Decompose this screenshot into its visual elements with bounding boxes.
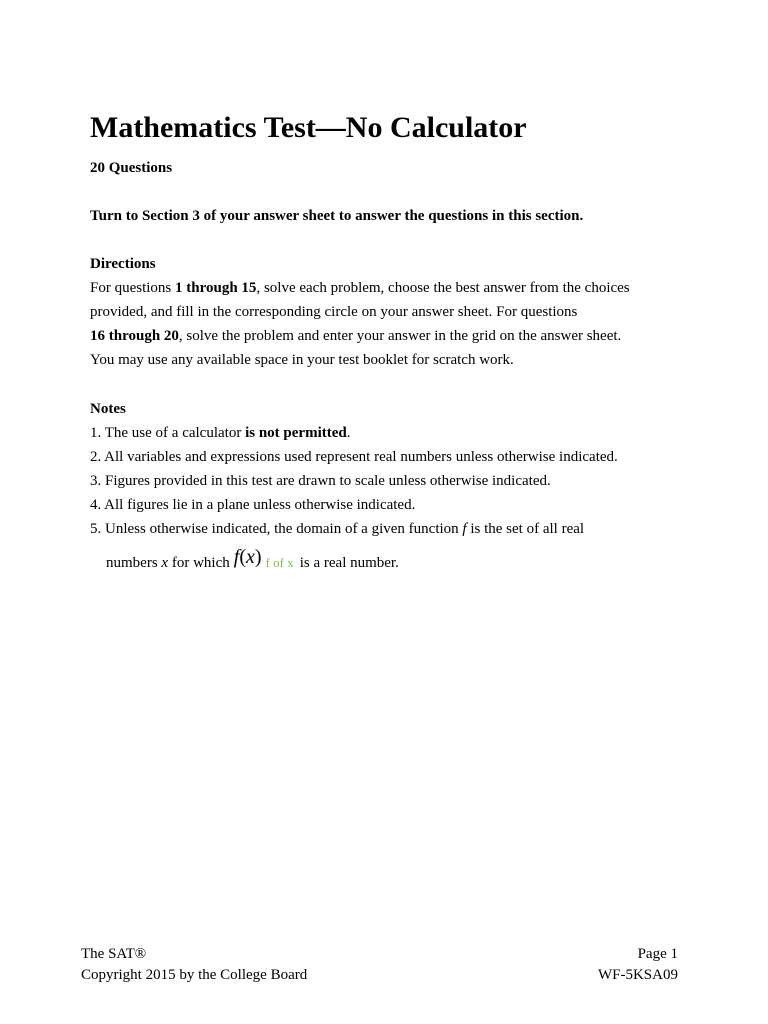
- note-1-end: .: [346, 425, 351, 441]
- note-5b-start: numbers: [106, 555, 162, 571]
- note-5-start: 5. Unless otherwise indicated, the domain of a given function: [90, 521, 463, 537]
- footer-form-code: WF-5KSA09: [597, 967, 678, 983]
- note-3: 3. Figures provided in this test are drawn to scale unless otherwise indicated.: [90, 473, 551, 489]
- footer-copyright: Copyright 2015 by the College Board: [81, 967, 308, 983]
- directions-heading: Directions: [90, 256, 156, 272]
- directions-line-1: [90, 276, 630, 300]
- notes-heading: Notes: [90, 401, 126, 417]
- section-instruction: Turn to Section 3 of your answer sheet to answer the questions in this section.: [90, 208, 584, 224]
- function-open-paren: (: [239, 546, 246, 568]
- note-5-continuation: [90, 546, 618, 575]
- question-count: 20 Questions: [90, 160, 173, 176]
- directions-line-2: provided, and fill in the corresponding circle on your answer sheet. For questions: [90, 304, 578, 320]
- directions-range-1: 1 through 15: [175, 280, 257, 296]
- directions-line-4: You may use any available space in your test booklet for scratch work.: [90, 352, 514, 368]
- directions-line-1-end: , solve each problem, choose the best answer from the choices: [256, 280, 630, 296]
- note-5b-end: is a real number.: [299, 555, 399, 571]
- page-title: Mathematics Test—No Calculator: [90, 111, 527, 144]
- note-2: 2. All variables and expressions used represent real numbers unless otherwise indicated.: [90, 449, 618, 465]
- directions-line-1-start: For questions: [90, 280, 176, 296]
- footer-left: [81, 944, 307, 986]
- footer-right: [598, 944, 678, 986]
- directions-section: [90, 252, 630, 372]
- function-alt-text: f of x: [265, 555, 294, 570]
- note-5: [90, 517, 618, 541]
- note-1: [90, 421, 618, 445]
- note-4: 4. All figures lie in a plane unless otherwise indicated.: [90, 497, 416, 513]
- directions-line-3-end: , solve the problem and enter your answer in the grid on the answer sheet.: [178, 328, 622, 344]
- footer-page-number: Page 1: [637, 946, 678, 962]
- notes-section: [90, 397, 618, 575]
- note-5-function-symbol: f: [462, 521, 467, 537]
- note-1-start: 1. The use of a calculator: [90, 425, 246, 441]
- note-1-emphasis: is not permitted: [245, 425, 347, 441]
- function-notation: [234, 546, 262, 568]
- footer-brand: The SAT®: [81, 946, 147, 962]
- directions-range-2: 16 through 20: [90, 328, 179, 344]
- note-5b-variable: x: [161, 555, 169, 571]
- function-f: f: [233, 546, 240, 568]
- function-x: x: [245, 546, 255, 568]
- directions-line-3: [90, 324, 630, 348]
- function-close-paren: ): [254, 546, 262, 568]
- note-5-end: is the set of all real: [466, 521, 585, 537]
- note-5b-mid: for which: [168, 555, 230, 571]
